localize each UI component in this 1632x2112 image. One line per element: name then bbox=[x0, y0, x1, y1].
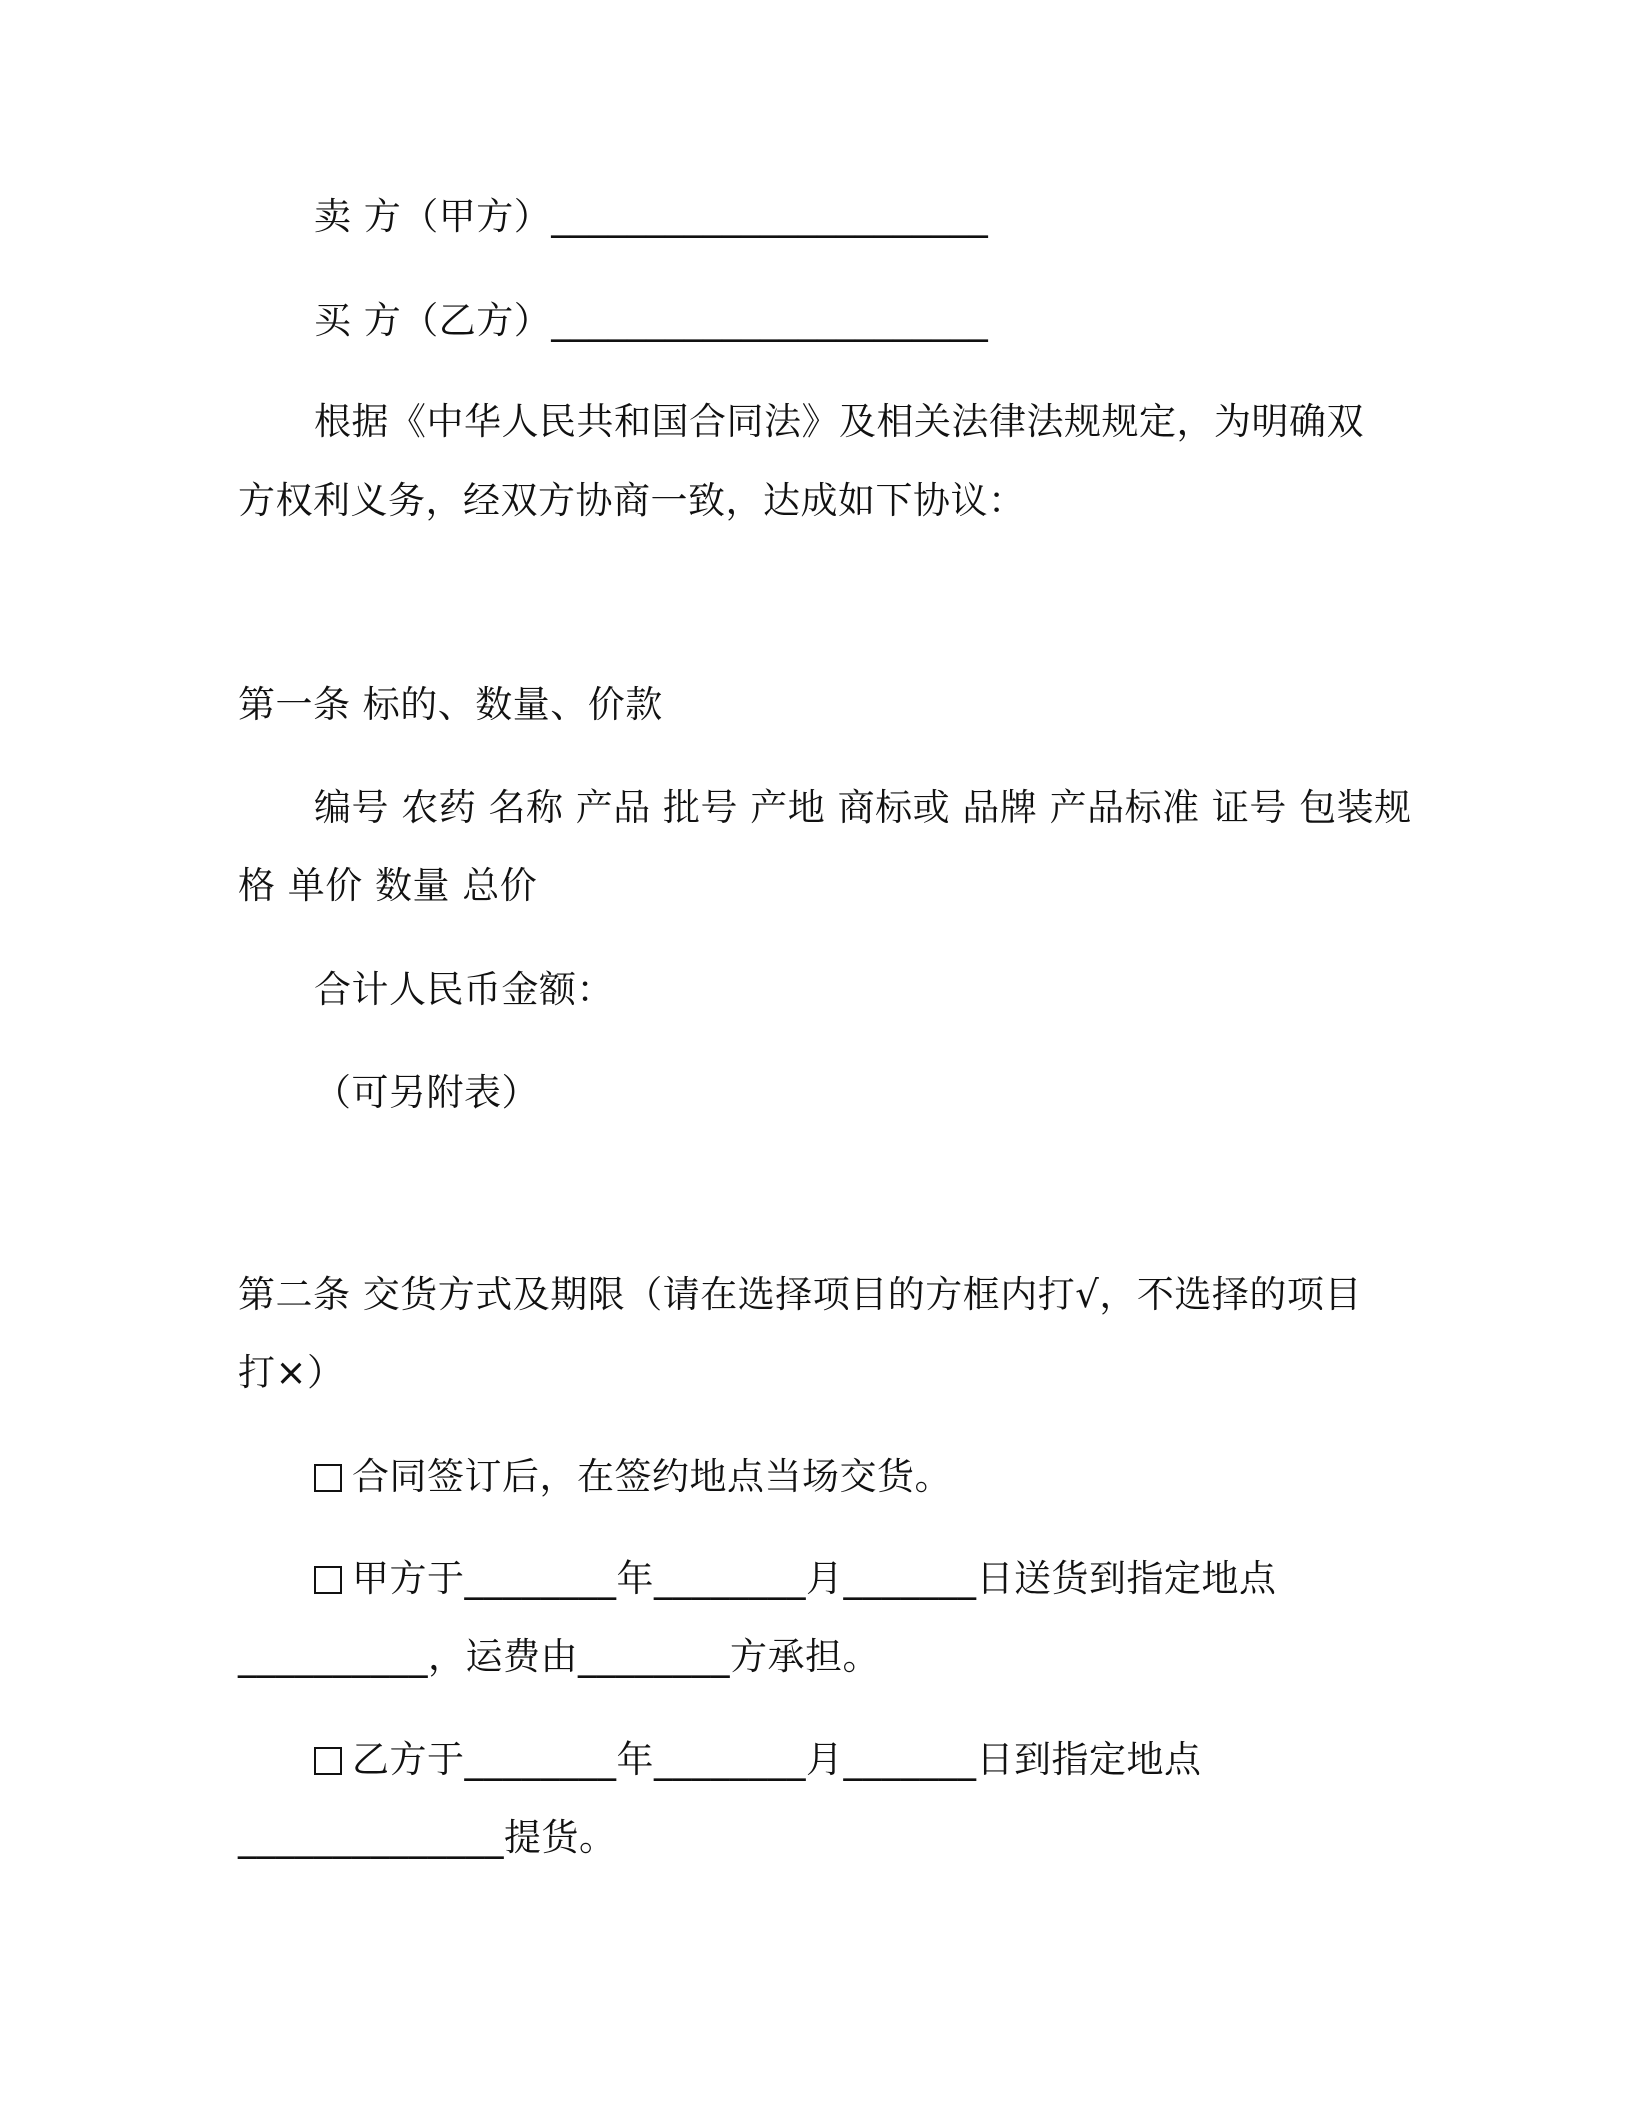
checkbox-option-2[interactable] bbox=[314, 1566, 342, 1594]
option-3 bbox=[314, 1736, 1202, 1784]
option-2 bbox=[314, 1555, 1277, 1603]
option-2-text-line-2: __________，运费由________方承担。 bbox=[238, 1635, 880, 1678]
option-2-text-line-1: 甲方于________年________月_______日送货到指定地点 bbox=[352, 1557, 1277, 1600]
seller-line: 卖 方（甲方）_______________________ bbox=[314, 195, 989, 238]
checkbox-option-1[interactable] bbox=[314, 1464, 342, 1492]
article2-title-line-1: 第二条 交货方式及期限（请在选择项目的方框内打√，不选择的项目 bbox=[238, 1273, 1362, 1316]
option-3-text-line-1: 乙方于________年________月_______日到指定地点 bbox=[352, 1738, 1202, 1781]
article2-title-line-2: 打×） bbox=[238, 1351, 345, 1394]
article1-columns-line-1: 编号 农药 名称 产品 批号 产地 商标或 品牌 产品标准 证号 包装规 bbox=[314, 786, 1412, 829]
buyer-line: 买 方（乙方）_______________________ bbox=[314, 299, 989, 342]
checkbox-option-3[interactable] bbox=[314, 1747, 342, 1775]
option-1-text: 合同签订后，在签约地点当场交货。 bbox=[352, 1455, 952, 1498]
article1-columns-line-2: 格 单价 数量 总价 bbox=[238, 864, 538, 907]
option-1 bbox=[314, 1453, 952, 1501]
article1-total: 合计人民币金额： bbox=[314, 968, 614, 1011]
preamble-line-2: 方权利义务，经双方协商一致，达成如下协议： bbox=[238, 479, 1026, 522]
option-3-text-line-2: ______________提货。 bbox=[238, 1816, 617, 1859]
preamble-line-1: 根据《中华人民共和国合同法》及相关法律法规规定，为明确双 bbox=[314, 400, 1364, 443]
article1-title: 第一条 标的、数量、价款 bbox=[238, 683, 663, 726]
article1-note: （可另附表） bbox=[314, 1071, 539, 1114]
